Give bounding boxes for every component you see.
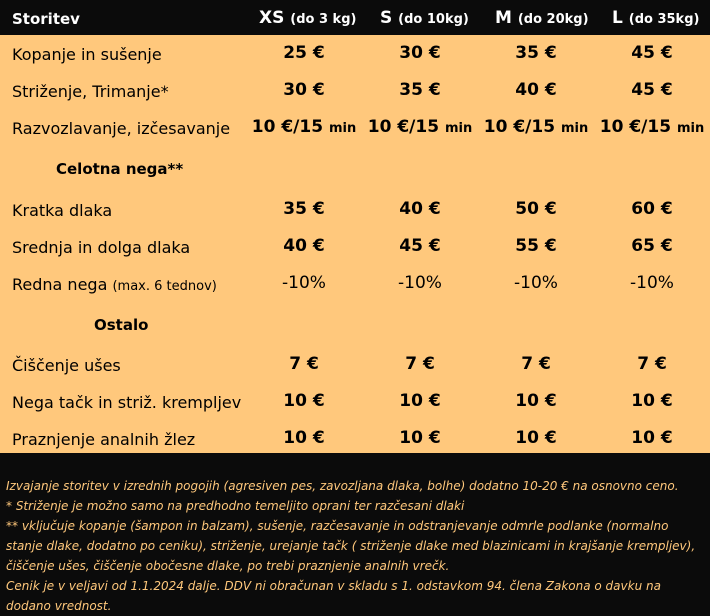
table-row — [0, 348, 710, 382]
service-label: Striženje, Trimanje* — [12, 82, 169, 101]
price-table — [0, 35, 710, 453]
price-cell: 7 € — [521, 354, 551, 374]
price-cell: 45 € — [399, 236, 441, 256]
service-label: Praznjenje analnih žlez — [12, 430, 196, 449]
price-cell: 10 €/15 min — [599, 117, 705, 137]
price-cell: 30 € — [283, 80, 325, 100]
note-validity: Cenik je v veljavi od 1.1.2024 dalje. DDV ni obračunan v skladu s 1. odstavkom 94. člena Zakona o davku na dodano vrednost. — [6, 579, 661, 613]
service-label: Redna nega (max. 6 tednov) — [12, 275, 217, 294]
section-title-full-care: Celotna nega** — [56, 160, 184, 178]
price-cell: 10 €/15 min — [367, 117, 473, 137]
price-cell: 10 € — [399, 428, 441, 448]
size-header-xs: XS (do 3 kg) — [259, 8, 357, 28]
price-cell: 60 € — [631, 199, 673, 219]
price-cell: 7 € — [637, 354, 667, 374]
price-cell: 10 €/15 min — [251, 117, 357, 137]
price-cell: 35 € — [515, 43, 557, 63]
service-label: Razvozlavanje, izčesavanje — [12, 119, 231, 138]
size-header-l: L (do 35kg) — [612, 8, 700, 28]
section-row — [0, 308, 710, 342]
price-cell: 45 € — [631, 43, 673, 63]
table-row — [0, 111, 710, 145]
price-cell: 10 €/15 min — [483, 117, 589, 137]
price-cell: 10 € — [515, 391, 557, 411]
section-title-other: Ostalo — [94, 316, 149, 334]
section-row — [0, 152, 710, 186]
table-row — [0, 267, 710, 301]
price-cell: 10 € — [283, 391, 325, 411]
service-label: Srednja in dolga dlaka — [12, 238, 191, 257]
price-cell: -10% — [514, 273, 558, 293]
price-cell: -10% — [398, 273, 442, 293]
price-cell: -10% — [282, 273, 326, 293]
price-cell: 30 € — [399, 43, 441, 63]
size-header-s: S (do 10kg) — [380, 8, 469, 28]
price-cell: 7 € — [289, 354, 319, 374]
price-cell: 45 € — [631, 80, 673, 100]
price-cell: 40 € — [283, 236, 325, 256]
footnotes — [6, 476, 706, 616]
service-column-header: Storitev — [12, 10, 80, 28]
price-cell: 10 € — [283, 428, 325, 448]
table-header — [0, 0, 710, 35]
price-cell: -10% — [630, 273, 674, 293]
table-row — [0, 74, 710, 108]
table-row — [0, 193, 710, 227]
price-cell: 40 € — [515, 80, 557, 100]
table-row — [0, 37, 710, 71]
price-cell: 35 € — [399, 80, 441, 100]
price-cell: 65 € — [631, 236, 673, 256]
price-cell: 55 € — [515, 236, 557, 256]
price-cell: 10 € — [631, 428, 673, 448]
note-grooming: * Striženje je možno samo na predhodno temeljito oprani ter razčesani dlaki — [6, 499, 465, 513]
service-label: Čiščenje ušes — [12, 356, 121, 375]
price-cell: 25 € — [283, 43, 325, 63]
table-row — [0, 230, 710, 264]
price-cell: 10 € — [631, 391, 673, 411]
service-label: Kopanje in sušenje — [12, 45, 162, 64]
price-cell: 10 € — [399, 391, 441, 411]
note-full-care: ** vključuje kopanje (šampon in balzam), sušenje, razčesavanje in odstranjevanje odmrle podlanke (normalno stanje dlake, dodatno po ceniku), striženje, urejanje tačk ( striženje dlake med blazinicami in krajšanje krempljev), čiščenje ušes, čiščenje obočesne dlake, po trebi praznjenje analnih vrečk. — [6, 519, 696, 573]
price-cell: 7 € — [405, 354, 435, 374]
price-cell: 50 € — [515, 199, 557, 219]
price-cell: 35 € — [283, 199, 325, 219]
size-header-m: M (do 20kg) — [495, 8, 589, 28]
price-cell: 10 € — [515, 428, 557, 448]
note-surcharge: Izvajanje storitev v izrednih pogojih (agresiven pes, zavozljana dlaka, bolhe) dodatno 10-20 € na osnovno ceno. — [6, 479, 679, 493]
price-cell: 40 € — [399, 199, 441, 219]
service-label: Nega tačk in striž. krempljev — [12, 393, 242, 412]
service-label: Kratka dlaka — [12, 201, 113, 220]
table-row — [0, 385, 710, 419]
table-row — [0, 422, 710, 456]
